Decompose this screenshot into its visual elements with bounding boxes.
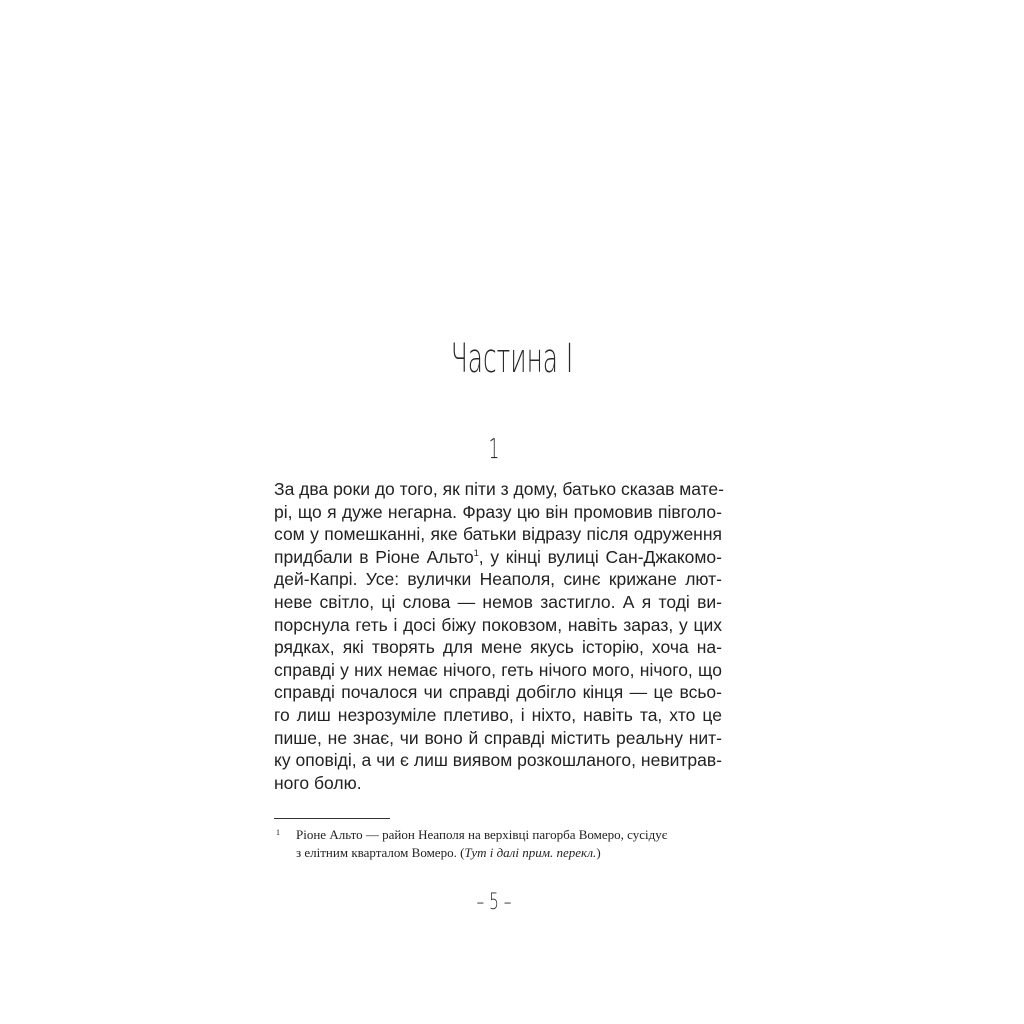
page-number: – 5 –: [476, 890, 512, 915]
body-text: [274, 478, 722, 794]
text-line: ного болю.: [274, 772, 362, 793]
text-line: пише, не знає, чи воно й справді містить реальну нит-: [274, 727, 722, 748]
footnote: [274, 826, 722, 862]
text-line: порснула геть і досі біжу поковзом, навіть зараз, у цих: [274, 614, 722, 635]
text-line: ку оповіді, а чи є лиш виявом розкошланого, невитрав-: [274, 750, 722, 771]
text-line-with-footnote: [274, 546, 722, 569]
text-line: рі, що я дуже негарна. Фразу цю він промовив півголо-: [274, 501, 722, 522]
footnote-line: [274, 844, 722, 862]
text-line: рядках, які творять для мене якусь історію, хоча на-: [274, 637, 722, 658]
text-line: справді почалося чи справді добігло кінця — це всьо-: [274, 682, 722, 703]
text-line: дей-Капрі. Усе: вулички Неаполя, синє крижане лют-: [274, 569, 722, 590]
text-line: справді у них немає нічого, геть нічого мого, нічого, що: [274, 659, 722, 680]
text-fragment: , у кінці вулиці Сан-Джакомо-: [478, 546, 722, 567]
footnote-marker: 1: [276, 828, 280, 837]
footnote-line: Ріоне Альто — район Неаполя на верхівці пагорба Вомеро, сусідує: [296, 827, 668, 842]
text-line: го лиш незрозуміле плетиво, і ніхто, навіть та, хто це: [274, 704, 722, 725]
footnote-reference[interactable]: 1: [473, 547, 479, 558]
text-line: неве світло, ці слова — немов застигло. А я тоді ви-: [274, 591, 722, 612]
text-line: За два роки до того, як піти з дому, батько сказав мате-: [274, 479, 724, 499]
chapter-number: 1: [488, 432, 500, 465]
part-title: Частина I: [450, 336, 574, 382]
footnote-italic-text: Тут і далі прим. перекл.: [464, 845, 597, 860]
footnote-text: з елітним кварталом Вомеро. (: [296, 845, 465, 860]
footnote-text: ): [596, 845, 601, 860]
text-fragment: придбали в Ріоне Альто: [274, 546, 474, 567]
text-line: сом у помешканні, яке батьки відразу після одруження: [274, 524, 722, 545]
footnote-divider: [274, 818, 390, 819]
